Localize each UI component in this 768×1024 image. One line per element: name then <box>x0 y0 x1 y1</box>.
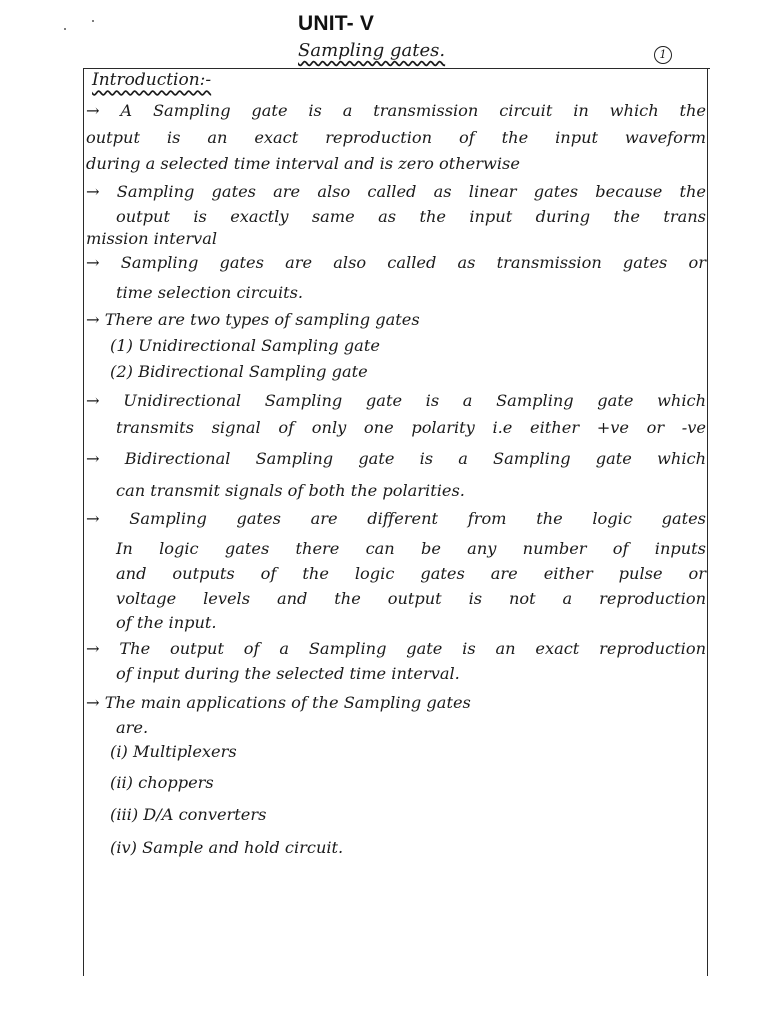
note-line: → A Sampling gate is a transmission circuit in which the <box>86 101 706 120</box>
note-line: transmits signal of only one polarity i.e either +ve or -ve <box>116 418 706 437</box>
list-item: (ii) choppers <box>110 773 214 792</box>
section-heading: Introduction:- <box>92 70 212 90</box>
note-line: → The output of a Sampling gate is an exact reproduction <box>86 639 706 658</box>
note-line: are. <box>116 718 149 737</box>
list-item: (iv) Sample and hold circuit. <box>110 838 344 857</box>
note-line: → Unidirectional Sampling gate is a Sampling gate which <box>86 391 706 410</box>
note-line: → Bidirectional Sampling gate is a Sampling gate which <box>86 449 706 468</box>
note-line: → There are two types of sampling gates <box>86 310 420 329</box>
note-line: of the input. <box>116 613 217 632</box>
note-line: can transmit signals of both the polarities. <box>116 481 465 500</box>
page-number: 1 <box>654 46 672 64</box>
list-item: (iii) D/A converters <box>110 805 267 824</box>
list-item: (2) Bidirectional Sampling gate <box>110 362 368 381</box>
page-subtitle: Sampling gates. <box>298 40 446 61</box>
margin-line-right <box>707 68 708 976</box>
note-line: during a selected time interval and is zero otherwise <box>86 154 520 173</box>
note-line: output is exactly same as the input during the trans <box>116 207 706 226</box>
list-item: (1) Unidirectional Sampling gate <box>110 336 380 355</box>
note-line: mission interval <box>86 229 218 248</box>
note-line: → Sampling gates are also called as transmission gates or <box>86 253 706 272</box>
note-line: → The main applications of the Sampling gates <box>86 693 471 712</box>
note-line: In logic gates there can be any number of inputs <box>116 539 706 558</box>
note-line: and outputs of the logic gates are either pulse or <box>116 564 706 583</box>
note-line: output is an exact reproduction of the input waveform <box>86 128 706 147</box>
margin-line-left <box>83 68 84 976</box>
note-line: → Sampling gates are different from the logic gates <box>86 509 706 528</box>
note-line: voltage levels and the output is not a reproduction <box>116 589 706 608</box>
speck-mark <box>92 20 94 22</box>
note-line: → Sampling gates are also called as linear gates because the <box>86 182 706 201</box>
list-item: (i) Multiplexers <box>110 742 237 761</box>
note-line: of input during the selected time interval. <box>116 664 460 683</box>
unit-title: UNIT- V <box>298 12 375 35</box>
note-line: time selection circuits. <box>116 283 304 302</box>
speck-mark <box>64 28 66 30</box>
